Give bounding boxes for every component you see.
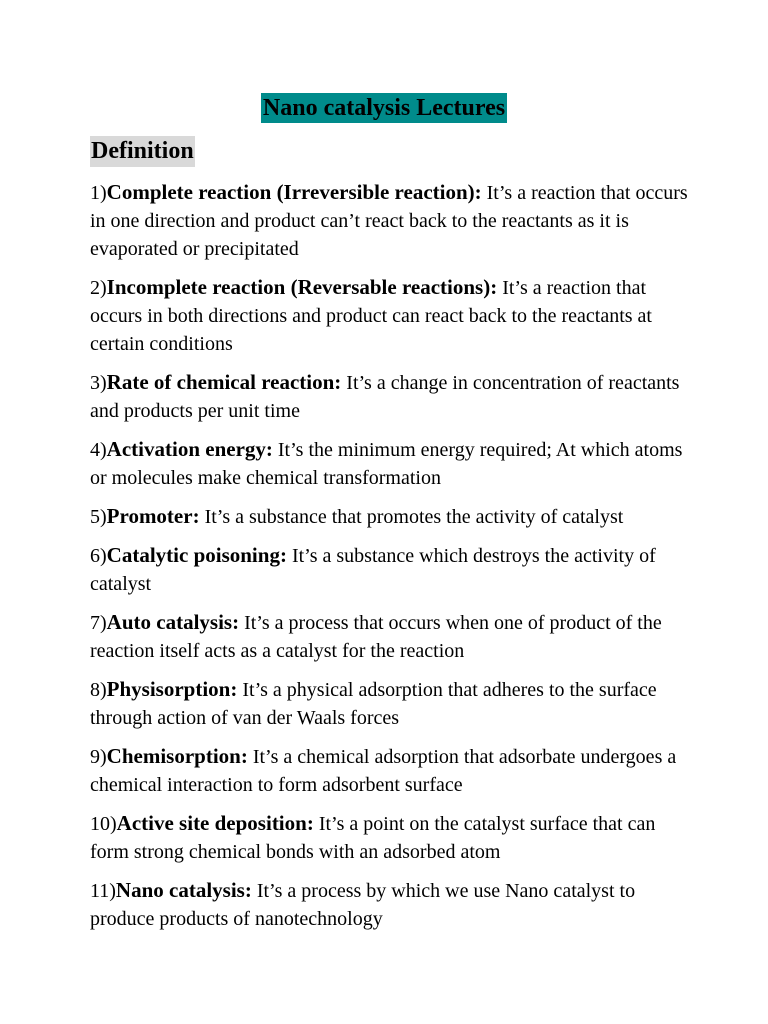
definition-text: It’s a substance that promotes the activity of catalyst [199, 506, 624, 528]
definition-number: 10) [90, 813, 117, 835]
definition-item [90, 675, 690, 732]
definition-text: It’s a point on the catalyst surface that can form strong chemical bonds with an adsorbed atom [90, 813, 656, 863]
definition-term: Promoter: [106, 504, 200, 528]
definition-number: 9) [90, 746, 107, 768]
definition-text: It’s a process by which we use Nano catalyst to produce products of nanotechnology [90, 880, 636, 930]
definition-number: 7) [90, 612, 107, 634]
definition-text: It’s a reaction that occurs in one direction and product can’t react back to the reactants as it is evaporated or precipitated [90, 182, 688, 260]
definition-item [90, 742, 690, 799]
definition-number: 3) [90, 372, 107, 394]
definition-term: Incomplete reaction (Reversable reactions): [106, 275, 498, 299]
definition-text: It’s the minimum energy required; At which atoms or molecules make chemical transformation [90, 439, 683, 489]
definition-text: It’s a substance which destroys the activity of catalyst [90, 545, 656, 595]
definition-item [90, 178, 690, 263]
definition-item [90, 502, 690, 531]
definition-item [90, 541, 690, 598]
definition-term: Nano catalysis: [115, 878, 252, 902]
definitions-list [90, 178, 690, 943]
definition-term: Rate of chemical reaction: [106, 370, 342, 394]
definition-term: Catalytic poisoning: [106, 543, 287, 567]
definition-text: It’s a physical adsorption that adheres to the surface through action of van der Waals forces [90, 679, 657, 729]
title-container [0, 93, 768, 123]
definition-term: Activation energy: [106, 437, 273, 461]
definition-text: It’s a chemical adsorption that adsorbate undergoes a chemical interaction to form adsorbent surface [90, 746, 677, 796]
definition-text: It’s a reaction that occurs in both directions and product can react back to the reactants at certain conditions [90, 277, 652, 355]
document-title: Nano catalysis Lectures [262, 95, 506, 121]
definition-term: Active site deposition: [116, 811, 314, 835]
definition-text: It’s a change in concentration of reactants and products per unit time [90, 372, 680, 422]
definition-number: 6) [90, 545, 107, 567]
definition-number: 11) [90, 880, 116, 902]
definition-term: Auto catalysis: [106, 610, 240, 634]
definition-number: 4) [90, 439, 107, 461]
definition-term: Physisorption: [106, 677, 238, 701]
definition-item [90, 608, 690, 665]
definition-item [90, 435, 690, 492]
definition-number: 5) [90, 506, 107, 528]
definition-item [90, 273, 690, 358]
definition-item [90, 368, 690, 425]
section-heading: Definition [90, 136, 195, 167]
definition-number: 8) [90, 679, 107, 701]
definition-term: Chemisorption: [106, 744, 248, 768]
definition-number: 1) [90, 182, 107, 204]
definition-number: 2) [90, 277, 107, 299]
definition-item [90, 876, 690, 933]
definition-text: It’s a process that occurs when one of product of the reaction itself acts as a catalyst for the reaction [90, 612, 662, 662]
definition-term: Complete reaction (Irreversible reaction): [106, 180, 482, 204]
definition-item [90, 809, 690, 866]
